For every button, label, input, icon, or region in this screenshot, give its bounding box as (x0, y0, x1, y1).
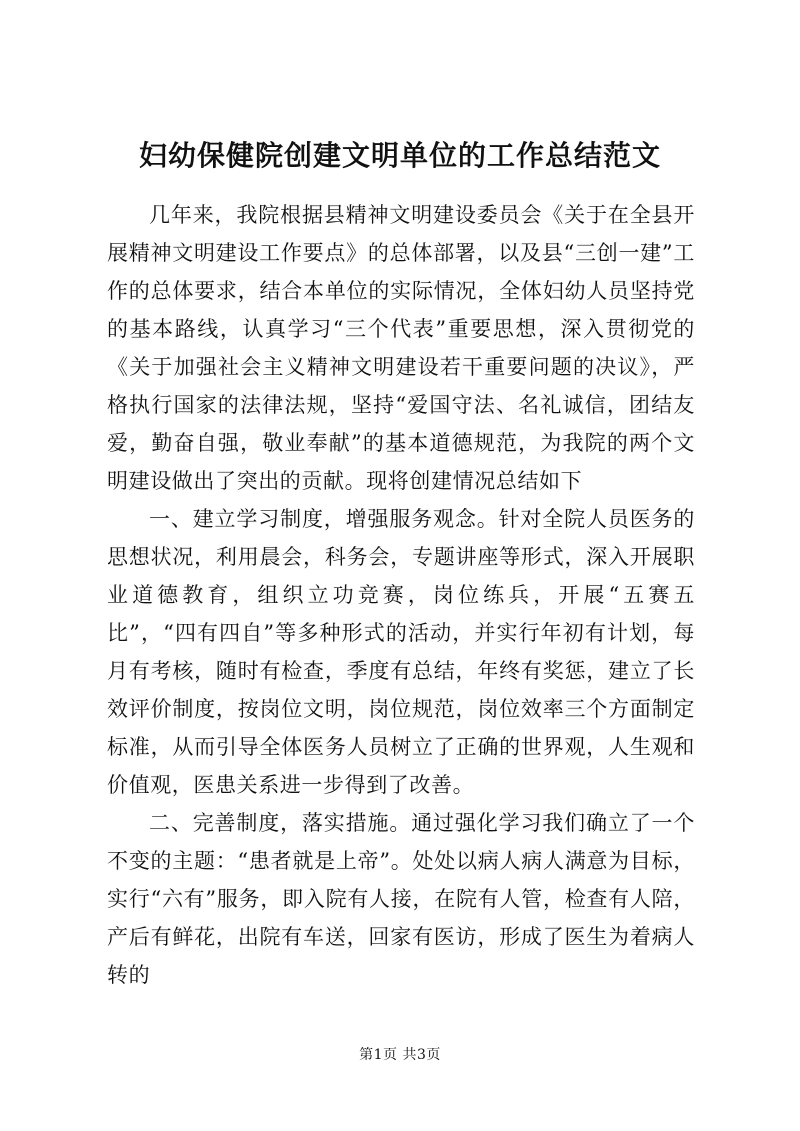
page-number-footer: 第1页 共3页 (359, 1047, 441, 1063)
document-body (107, 196, 695, 994)
paragraph-improve-system: 二、完善制度，落实措施。通过强化学习我们确立了一个不变的主题：“患者就是上帝”。处处以病人病人满意为目标，实行“六有”服务，即入院有人接，在院有人管，检查有人陪，产后有鲜花，出院有车送，回家有医访，形成了医生为着病人转的 (107, 811, 695, 987)
paragraph-intro: 几年来，我院根据县精神文明建设委员会《关于在全县开展精神文明建设工作要点》的总体部署，以及县“三创一建”工作的总体要求，结合本单位的实际情况，全体妇幼人员坚持党的基本路线，认真学习“三个代表”重要思想，深入贯彻党的《关于加强社会主义精神文明建设若干重要问题的决议》，严格执行国家的法律法规，坚持“爱国守法、名礼诚信，团结友爱，勤奋自强，敬业奉献”的基本道德规范，为我院的两个文明建设做出了突出的贡献。现将创建情况总结如下 (107, 203, 695, 493)
document-title: 妇幼保健院创建文明单位的工作总结范文 (138, 139, 661, 172)
paragraph-study-system: 一、建立学习制度，增强服务观念。针对全院人员医务的思想状况，利用晨会，科务会，专题讲座等形式，深入开展职业道德教育，组织立功竞赛，岗位练兵，开展“五赛五比”，“四有四自”等多种形式的活动，并实行年初有计划，每月有考核，随时有检查，季度有总结，年终有奖惩，建立了长效评价制度，按岗位文明，岗位规范，岗位效率三个方面制定标准，从而引导全体医务人员树立了正确的世界观，人生观和价值观，医患关系进一步得到了改善。 (107, 507, 695, 797)
